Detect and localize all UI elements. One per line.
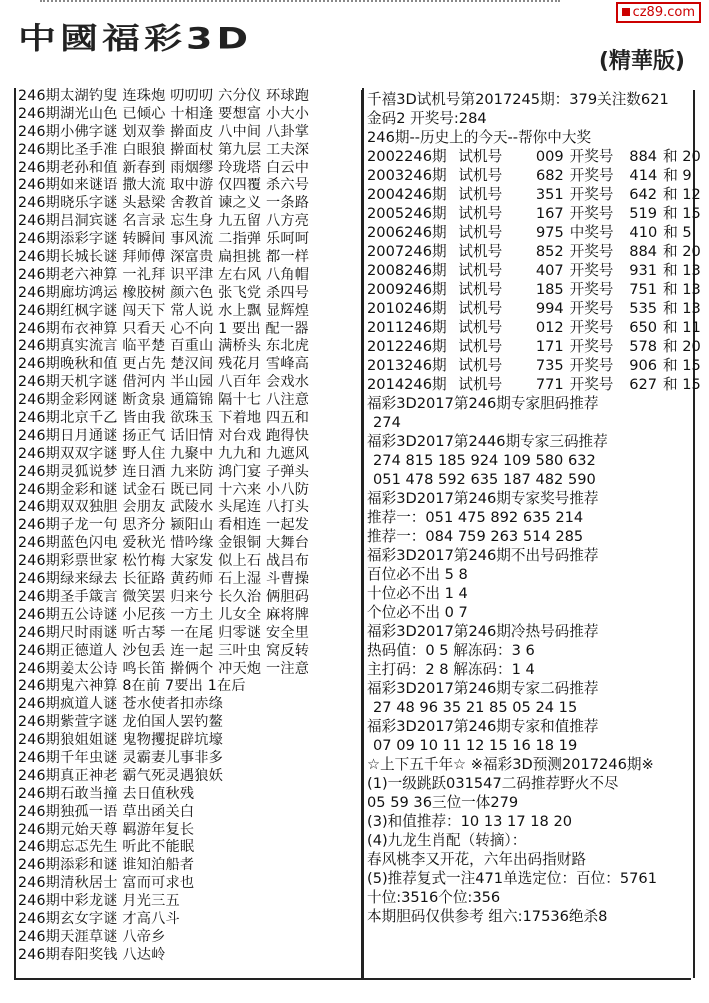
lengre-line-2: 主打码：2 8 解冻码：1 4 bbox=[367, 661, 535, 678]
history-draw-label: 中奖号 bbox=[569, 224, 614, 241]
jiang-title: 福彩3D2017第246期专家奖号推荐 bbox=[367, 490, 599, 507]
history-trial-number: 171 bbox=[535, 338, 564, 355]
history-year: 2012246期 bbox=[367, 338, 447, 355]
history-year: 2013246期 bbox=[367, 357, 447, 374]
history-sum: 和 20 bbox=[662, 338, 701, 355]
riddle-row: 246期北京千乙 皆由我 欲珠玉 下着地 四五和 bbox=[18, 410, 310, 427]
history-draw-number: 627 bbox=[629, 376, 658, 393]
history-draw-number: 414 bbox=[629, 167, 658, 184]
history-sum: 和 13 bbox=[662, 281, 701, 298]
history-trial-label: 试机号 bbox=[458, 281, 503, 298]
history-title: 246期--历史上的今天--帮你中大奖 bbox=[367, 129, 592, 146]
history-trial-label: 试机号 bbox=[458, 376, 503, 393]
history-sum: 和 9 bbox=[663, 167, 692, 184]
riddle-row: 246期添彩和谜 谁知泊船者 bbox=[18, 857, 195, 874]
riddle-row: 246期圣手箴言 微笑罢 归来兮 长久治 俩胆码 bbox=[18, 588, 310, 605]
history-sum: 和 11 bbox=[662, 319, 701, 336]
riddle-row: 246期真实流言 临平楚 百重山 满桥头 东北虎 bbox=[18, 338, 310, 355]
riddle-row: 246期天机字谜 借河内 半山园 八百年 会戏水 bbox=[18, 374, 310, 391]
page-header bbox=[0, 0, 709, 88]
history-trial-number: 185 bbox=[535, 281, 564, 298]
history-sum: 和 15 bbox=[662, 357, 701, 374]
history-draw-number: 884 bbox=[629, 148, 658, 165]
history-draw-label: 开奖号 bbox=[569, 167, 614, 184]
buchu-line-1: 百位必不出 5 8 bbox=[367, 566, 468, 583]
riddle-row: 246期日月通谜 扬正气 话旧情 对台戏 跑得快 bbox=[18, 427, 310, 444]
riddle-row: 246期太湖钓叟 连珠炮 叨叨叨 六分仪 环球跑 bbox=[18, 88, 310, 104]
history-draw-label: 开奖号 bbox=[569, 205, 614, 222]
history-row bbox=[363, 166, 693, 185]
lengre-title: 福彩3D2017第246期冷热号码推荐 bbox=[367, 623, 599, 640]
history-trial-label: 试机号 bbox=[458, 205, 503, 222]
riddle-row: 246期双双字谜 野人住 九聚中 九九和 九遮风 bbox=[18, 445, 310, 462]
riddle-row: 246期彩票世家 松竹梅 大家发 似上石 战吕布 bbox=[18, 553, 310, 570]
history-row bbox=[363, 242, 701, 261]
history-draw-number: 519 bbox=[629, 205, 658, 222]
history-row bbox=[363, 261, 701, 280]
history-sum: 和 13 bbox=[662, 262, 701, 279]
history-draw-number: 931 bbox=[629, 262, 658, 279]
riddle-row: 246期狼姐姐谜 鬼物攫捉辟坑壕 bbox=[18, 732, 224, 749]
history-trial-label: 试机号 bbox=[458, 224, 503, 241]
history-sum: 和 15 bbox=[662, 205, 701, 222]
hezhi-title: 福彩3D2017第246期专家和值推荐 bbox=[367, 718, 599, 735]
history-row bbox=[363, 299, 701, 318]
history-year: 2011246期 bbox=[367, 319, 447, 336]
riddle-row: 246期千年虫谜 灵霸妻儿事非多 bbox=[18, 749, 224, 766]
history-trial-label: 试机号 bbox=[458, 262, 503, 279]
history-row bbox=[363, 280, 701, 299]
riddle-row: 246期鬼六神算 8在前 7要出 1在后 bbox=[18, 678, 246, 695]
riddle-row: 246期紫萱字谜 龙伯国人罢钓鳌 bbox=[18, 714, 224, 731]
history-draw-label: 开奖号 bbox=[569, 281, 614, 298]
history-year: 2004246期 bbox=[367, 186, 447, 203]
history-trial-number: 407 bbox=[535, 262, 564, 279]
history-trial-number: 771 bbox=[535, 376, 564, 393]
riddle-row: 246期红枫字谜 闯天下 常人说 水上飘 显辉煌 bbox=[18, 302, 310, 319]
yuce-line-2: 05 59 36三位一体279 bbox=[367, 794, 519, 811]
history-year: 2014246期 bbox=[367, 376, 447, 393]
riddle-row: 246期真正神老 霸气死灵遇狼妖 bbox=[18, 767, 224, 784]
riddle-row: 246期石敢当撞 去日值秋残 bbox=[18, 785, 195, 802]
yuce-line-8: 本期胆码仅供参考 组六:17536绝杀8 bbox=[367, 908, 608, 925]
riddle-row: 246期晓乐字谜 头悬梁 舍教首 谏之义 一条路 bbox=[18, 195, 310, 212]
yuce-title: ☆上下五千年☆ ※福彩3D预测2017246期※ bbox=[367, 756, 654, 773]
riddle-row: 246期正德道人 沙包丢 连一起 三叶虫 窝反转 bbox=[18, 642, 310, 659]
riddle-row: 246期湖光山色 已倾心 十相逢 要想富 小大小 bbox=[18, 105, 310, 122]
history-year: 2009246期 bbox=[367, 281, 447, 298]
riddle-row: 246期五公诗谜 小尼孩 一方土 儿女全 麻将牌 bbox=[18, 606, 310, 623]
history-draw-label: 开奖号 bbox=[569, 186, 614, 203]
yuce-line-7: 十位:3516个位:356 bbox=[367, 889, 501, 906]
riddle-row: 246期廊坊鸿运 橡胶树 颜六色 张飞党 杀四号 bbox=[18, 284, 310, 301]
recommendation-panel bbox=[361, 90, 701, 978]
history-trial-number: 975 bbox=[535, 224, 564, 241]
trial-number-line: 千禧3D试机号第2017245期：379关注数621 bbox=[367, 91, 669, 108]
yuce-line-5: 春风桃李又开花，六年出码指财路 bbox=[367, 851, 586, 868]
history-draw-label: 开奖号 bbox=[569, 262, 614, 279]
page-subtitle: (精華版) bbox=[598, 49, 685, 74]
history-sum: 和 20 bbox=[662, 148, 701, 165]
buchu-line-3: 个位必不出 0 7 bbox=[367, 604, 468, 621]
riddle-row: 246期玄女字谜 才高八斗 bbox=[18, 910, 180, 927]
history-sum: 和 13 bbox=[662, 300, 701, 317]
history-sum: 和 20 bbox=[662, 243, 701, 260]
history-row bbox=[363, 185, 701, 204]
sanma-title: 福彩3D2017第2446期专家三码推荐 bbox=[367, 433, 608, 450]
yuce-line-6: (5)推荐复式一注471单选定位：百位：5761 bbox=[367, 870, 657, 887]
history-sum: 和 15 bbox=[662, 376, 701, 393]
history-draw-number: 650 bbox=[629, 319, 658, 336]
history-trial-number: 682 bbox=[535, 167, 564, 184]
dan-title: 福彩3D2017第246期专家胆码推荐 bbox=[367, 395, 599, 412]
history-draw-number: 884 bbox=[629, 243, 658, 260]
riddle-row: 246期疯道人谜 苍水使者扣赤绦 bbox=[18, 696, 224, 713]
riddle-row: 246期双双独胆 会朋友 武陵水 头尾连 八打头 bbox=[18, 499, 310, 516]
riddle-row: 246期清秋居士 富而可求也 bbox=[18, 875, 195, 892]
history-year: 2006246期 bbox=[367, 224, 447, 241]
riddle-row: 246期中彩龙谜 月光三五 bbox=[18, 893, 180, 910]
history-row bbox=[363, 375, 701, 394]
history-draw-label: 开奖号 bbox=[569, 300, 614, 317]
yuce-line-3: (3)和值推荐：10 13 17 18 20 bbox=[367, 813, 573, 830]
yuce-line-4: (4)九龙生肖配（转摘）： bbox=[367, 832, 527, 849]
page-title: 中國福彩3D bbox=[18, 21, 252, 56]
jiang-line-2: 推荐一：084 759 263 514 285 bbox=[367, 528, 584, 545]
history-row bbox=[363, 223, 693, 242]
history-trial-number: 852 bbox=[535, 243, 564, 260]
history-draw-number: 410 bbox=[629, 224, 658, 241]
history-draw-number: 751 bbox=[629, 281, 658, 298]
riddle-row: 246期布衣神算 只看天 心不向 1 要出 配一器 bbox=[18, 320, 309, 337]
history-year: 2010246期 bbox=[367, 300, 447, 317]
history-sum: 和 12 bbox=[662, 186, 701, 203]
gold-code-line: 金码2 开奖号:284 bbox=[367, 110, 487, 127]
buchu-title: 福彩3D2017第246期不出号码推荐 bbox=[367, 547, 599, 564]
riddle-row: 246期蓝色闪电 爱秋光 惜吟缘 金银铜 大舞台 bbox=[18, 535, 310, 552]
riddle-row: 246期独孤一语 草出函关白 bbox=[18, 803, 195, 820]
riddle-row: 246期吕洞宾谜 名言录 忘生身 九五留 八方亮 bbox=[18, 213, 310, 230]
riddle-row: 246期春阳奖钱 八达岭 bbox=[18, 946, 166, 963]
lengre-line-1: 热码值：0 5 解冻码：3 6 bbox=[367, 642, 535, 659]
riddle-row: 246期金彩和谜 试金石 既已同 十六来 小八防 bbox=[18, 481, 310, 498]
history-draw-label: 开奖号 bbox=[569, 148, 614, 165]
history-draw-label: 开奖号 bbox=[569, 243, 614, 260]
riddle-row: 246期绿来绿去 长征路 黄药师 石上湿 斗曹操 bbox=[18, 571, 310, 588]
erma-title: 福彩3D2017第246期专家二码推荐 bbox=[367, 680, 599, 697]
history-year: 2003246期 bbox=[367, 167, 447, 184]
history-row bbox=[363, 147, 701, 166]
history-sum: 和 5 bbox=[663, 224, 692, 241]
riddle-row: 246期老孙和值 新春到 雨烟缪 玲珑塔 白云中 bbox=[18, 159, 310, 176]
riddle-list-panel bbox=[14, 88, 364, 978]
riddle-row: 246期子龙一句 思齐分 颍阳山 看相连 一起发 bbox=[18, 517, 310, 534]
history-row bbox=[363, 356, 701, 375]
erma-value: 27 48 96 35 21 85 05 24 15 bbox=[373, 699, 578, 716]
history-trial-label: 试机号 bbox=[458, 357, 503, 374]
riddle-row: 246期元始天尊 羁游年复长 bbox=[18, 821, 195, 838]
site-badge-text: cz89.com bbox=[632, 5, 695, 20]
history-draw-number: 642 bbox=[629, 186, 658, 203]
yuce-line-1: (1)一级跳跃031547二码推荐野火不尽 bbox=[367, 775, 619, 792]
riddle-row: 246期小佛字谜 划双拳 擀面皮 八中间 八卦掌 bbox=[18, 123, 310, 140]
history-trial-number: 351 bbox=[535, 186, 564, 203]
history-row bbox=[363, 337, 701, 356]
history-year: 2007246期 bbox=[367, 243, 447, 260]
history-trial-label: 试机号 bbox=[458, 338, 503, 355]
riddle-row: 246期如来谜语 撒大流 取中游 仅四覆 杀六号 bbox=[18, 177, 310, 194]
hezhi-value: 07 09 10 11 12 15 16 18 19 bbox=[373, 737, 578, 754]
history-trial-label: 试机号 bbox=[458, 148, 503, 165]
history-draw-label: 开奖号 bbox=[569, 338, 614, 355]
riddle-row: 246期晚秋和值 更占先 楚汉间 残花月 雪峰高 bbox=[18, 356, 310, 373]
riddle-row: 246期忘忑先生 听此不能眠 bbox=[18, 839, 195, 856]
history-draw-label: 开奖号 bbox=[569, 357, 614, 374]
history-trial-number: 167 bbox=[535, 205, 564, 222]
history-trial-label: 试机号 bbox=[458, 167, 503, 184]
history-trial-number: 012 bbox=[535, 319, 564, 336]
history-trial-number: 009 bbox=[535, 148, 564, 165]
history-draw-number: 906 bbox=[629, 357, 658, 374]
jiang-line-1: 推荐一：051 475 892 635 214 bbox=[367, 509, 584, 526]
buchu-line-2: 十位必不出 1 4 bbox=[367, 585, 468, 602]
sanma-line-1: 274 815 185 924 109 580 632 bbox=[373, 452, 596, 469]
sanma-line-2: 051 478 592 635 187 482 590 bbox=[373, 471, 596, 488]
history-year: 2005246期 bbox=[367, 205, 447, 222]
history-row bbox=[363, 318, 701, 337]
riddle-row: 246期姜太公诗 鸣长笛 擀俩个 冲天炮 一注意 bbox=[18, 660, 310, 677]
history-row bbox=[363, 204, 701, 223]
history-trial-label: 试机号 bbox=[458, 300, 503, 317]
riddle-row: 246期老六神算 一礼拜 识平津 左右风 八角帽 bbox=[18, 266, 310, 283]
riddle-row: 246期金彩网谜 断贪泉 通篇锦 隔十七 八注意 bbox=[18, 392, 310, 409]
history-trial-number: 994 bbox=[535, 300, 564, 317]
history-draw-number: 535 bbox=[629, 300, 658, 317]
history-trial-number: 735 bbox=[535, 357, 564, 374]
history-year: 2008246期 bbox=[367, 262, 447, 279]
history-trial-label: 试机号 bbox=[458, 319, 503, 336]
dan-value: 274 bbox=[373, 414, 401, 431]
history-table bbox=[363, 147, 701, 394]
history-draw-label: 开奖号 bbox=[569, 319, 614, 336]
history-draw-number: 578 bbox=[629, 338, 658, 355]
history-trial-label: 试机号 bbox=[458, 243, 503, 260]
riddle-row: 246期天涯草谜 八帝乡 bbox=[18, 928, 166, 945]
history-trial-label: 试机号 bbox=[458, 186, 503, 203]
riddle-row: 246期灵狐说梦 连日酒 九来防 鸿门宴 子弹头 bbox=[18, 463, 310, 480]
riddle-row: 246期添彩字谜 转瞬间 事风流 二指弹 乐呵呵 bbox=[18, 231, 310, 248]
riddle-row: 246期尺时雨谜 听古琴 一在尾 归零谜 安全里 bbox=[18, 624, 310, 641]
history-draw-label: 开奖号 bbox=[569, 376, 614, 393]
bottom-divider bbox=[14, 978, 691, 980]
history-year: 2002246期 bbox=[367, 148, 447, 165]
riddle-row: 246期比圣手准 白眼狼 擀面杖 第九层 工夫深 bbox=[18, 141, 310, 158]
riddle-row: 246期长城长谜 拜师傅 深富贵 扁担挑 都一样 bbox=[18, 249, 310, 266]
